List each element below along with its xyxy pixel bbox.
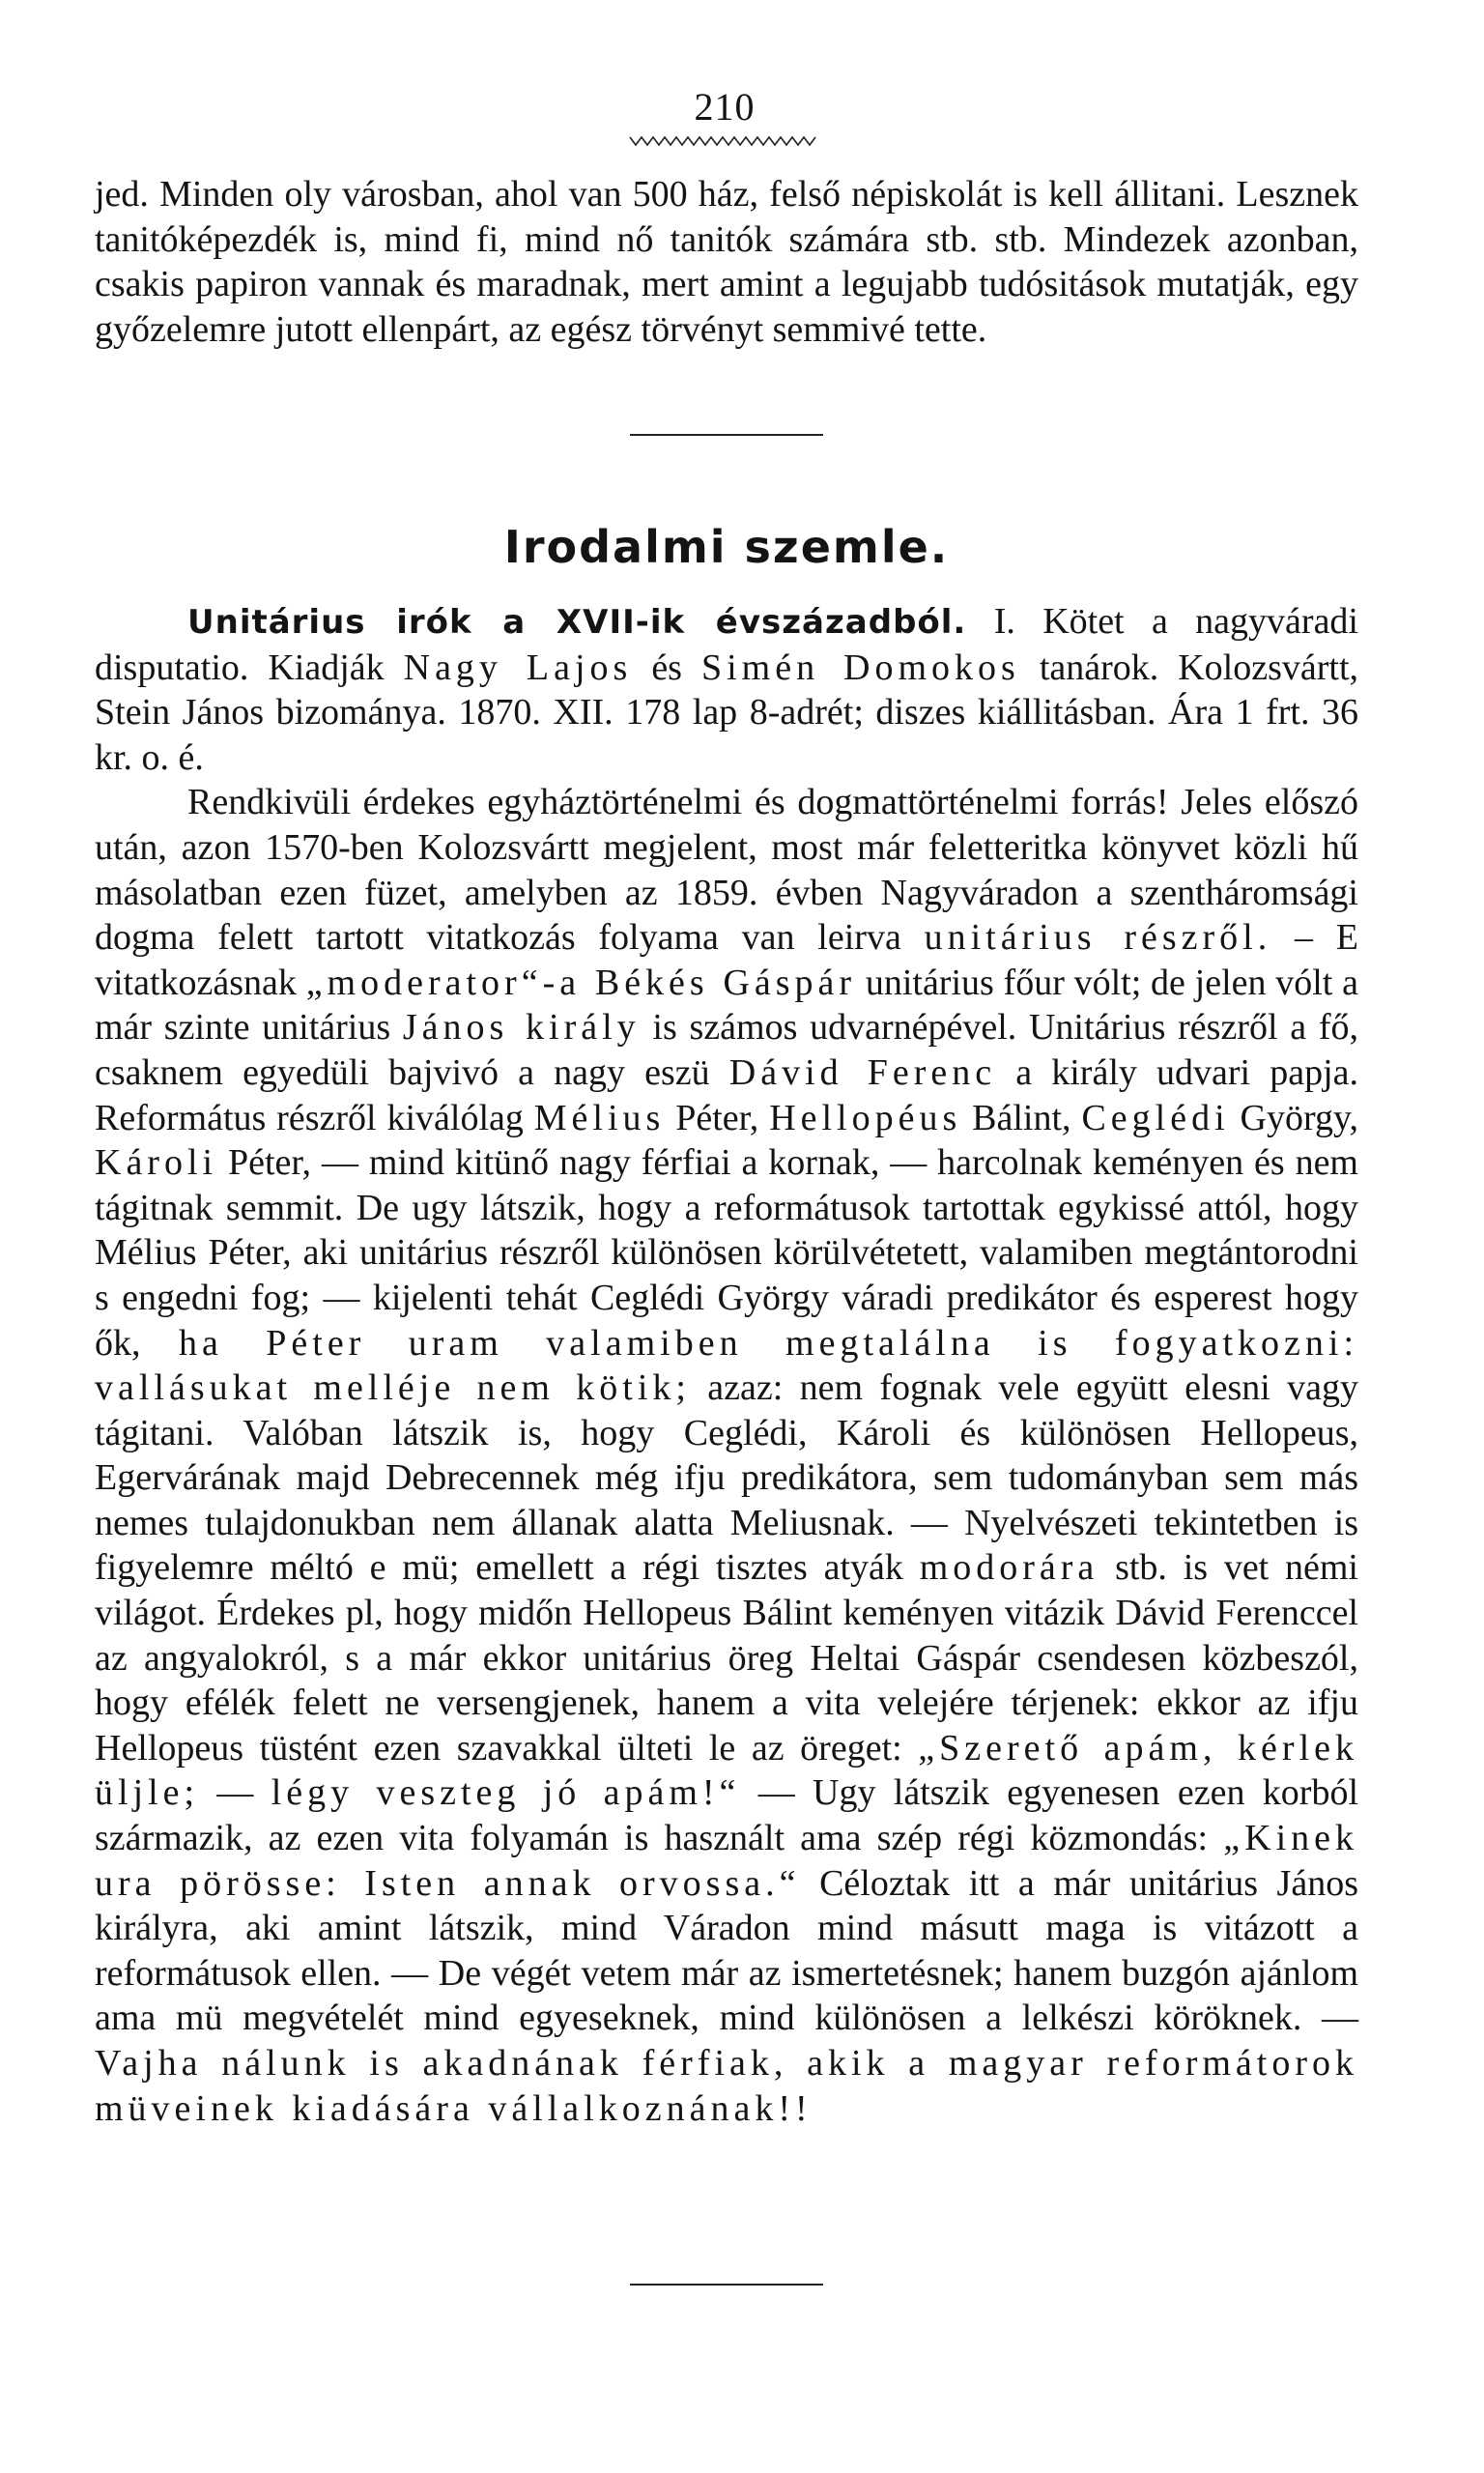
spaced-text: Mélius: [533, 1097, 666, 1138]
bib-text: tanárok. Kolozsvártt, Stein János bizománya. 1870. XII. 178 lap 8-adrét; diszes kiállitásban. Ára 1 frt. 36 kr. o. é.: [95, 647, 1359, 778]
body-text: Péter, — mind kitünő nagy férfiai a kornak, — harcolnak keményen és nem tágitnak semmit. De ugy látszik, hogy a reformátusok tartottak egykissé attól, hogy Mélius Péter, aki unitárius részről különösen körülvétetett, valamiben megtántorodni s engedni fog; — kijelenti tehát Ceglédi György váradi predikátor és esperest hogy ők,: [95, 1142, 1358, 1364]
spaced-text: Hellopéus: [769, 1097, 962, 1138]
spaced-text: „moderator“-a Békés Gáspár: [305, 962, 857, 1003]
body-text: a király udvari papja. Református részről kiválólag: [95, 1051, 1358, 1138]
separator-rule: [630, 434, 823, 436]
intro-paragraph: [95, 172, 1358, 352]
body-text: stb. is vet némi világot. Érdekes pl, hogy midőn Hellopeus Bálint keményen vitázik Dávid Ferenccel az angyalokról, s a már ekkor unitárius öreg Heltai Gáspár csendesen közbeszól, hogy efélék felett ne versengjenek, hanem a vita velejére térjenek: ekkor az ifju Hellopeus tüstént ezen szavakkal ülteti le az öreget:: [95, 1547, 1358, 1768]
spaced-text: „Szerető apám, kérlek üljle;: [95, 1727, 1359, 1814]
intro-text: jed. Minden oly városban, ahol van 500 ház, felső népiskolát is kell állitani. Lesznek tanitóképezdék is, mind fi, mind nő tanitók számára stb. stb. Mindezek azonban, csakis papiron vannak és maradnak, mert amint a legujabb tudósitások mutatják, egy győzelemre jutott ellenpárt, az egész törvényt semmivé tette.: [95, 174, 1358, 350]
bib-text: I. Kötet a nagyváradi disputatio. Kiadják: [95, 601, 1358, 688]
body-text: azaz: nem fognak vele együtt elesni vagy tágitani. Valóban látszik is, hogy Ceglédi, Károli és különösen Hellopeus, Egervárának majd Debrecennek még ifju predikátora, sem tudományban sem más nemes tulajdonukban nem állanak alatta Meliusnak. — Nyelvészeti tekintetben is figyelemre méltó e mü; emellett a régi tisztes atyák: [95, 1367, 1358, 1589]
book-title: Unitárius irók a XVII-ik évszázadból.: [187, 603, 967, 642]
spaced-text: Vajha nálunk is akadnának férfiak, akik a magyar reformátorok müveinek kiadására vállalkoznának!!: [95, 2043, 1358, 2129]
spaced-text: Károli: [95, 1142, 218, 1184]
bib-text: és: [632, 647, 701, 688]
bibliographic-entry: [95, 599, 1358, 780]
spaced-text: ha Péter uram valamiben megtalálna is fogyatkozni: vallásukat melléje nem kötik;: [95, 1322, 1358, 1409]
spaced-text: modorára: [919, 1547, 1099, 1589]
body-text: Céloztak itt a már unitárius János királyra, aki amint látszik, mind Váradon mind másutt maga is vitázott a reformátusok ellen. — De végét vetem már az ismertetésnek; hanem buzgón ajánlom ama mü megvételét mind egyeseknek, mind különösen a lelkészi köröknek. —: [95, 1862, 1358, 2039]
spaced-text: Dávid Ferenc: [728, 1051, 997, 1093]
section-title: Irodalmi szemle.: [503, 521, 950, 573]
body-text: unitárius főur vólt; de jelen vólt a már szinte unitárius: [95, 962, 1358, 1049]
body-text: — Ugy látszik egyenesen ezen korból származik, az ezen vita folyamán is használt ama szép régi közmondás:: [95, 1772, 1358, 1859]
wavy-ornament: [628, 133, 821, 149]
body-text: Rendkivüli érdekes egyháztörténelmi és dogmattörténelmi forrás! Jeles előszó után, azon 1570-ben Kolozsvártt megjelent, most már feletteritka könyvet közli hű másolatban ezen füzet, amelyben az 1859. évben Nagyváradon a szentháromsági dogma felett tartott vitatkozás folyama van leirva: [95, 782, 1358, 959]
spaced-text: Ceglédi: [1081, 1097, 1230, 1138]
body-text: Bálint,: [961, 1097, 1082, 1138]
page-number: 210: [694, 85, 756, 129]
separator-rule: [630, 2284, 823, 2286]
body-text: – E vitatkozásnak: [95, 917, 1358, 1003]
body-text: György,: [1229, 1097, 1358, 1138]
editor-name: Nagy Lajos: [403, 647, 633, 688]
review-body: [95, 780, 1358, 2131]
body-text: Péter,: [665, 1097, 770, 1138]
body-text: —: [199, 1772, 271, 1814]
spaced-text: légy veszteg jó apám!“: [271, 1772, 741, 1814]
spaced-text: „Kinek ura pörösse: Isten annak orvossa.“: [95, 1818, 1358, 1904]
spaced-text: unitárius részről.: [924, 917, 1272, 959]
book-review: [95, 599, 1358, 2131]
body-text: is számos udvarnépével. Unitárius részről a fő, csaknem egyedüli bajvivó a nagy eszü: [95, 1007, 1358, 1093]
spaced-text: János király: [402, 1007, 641, 1049]
editor-name: Simén Domokos: [700, 647, 1020, 688]
